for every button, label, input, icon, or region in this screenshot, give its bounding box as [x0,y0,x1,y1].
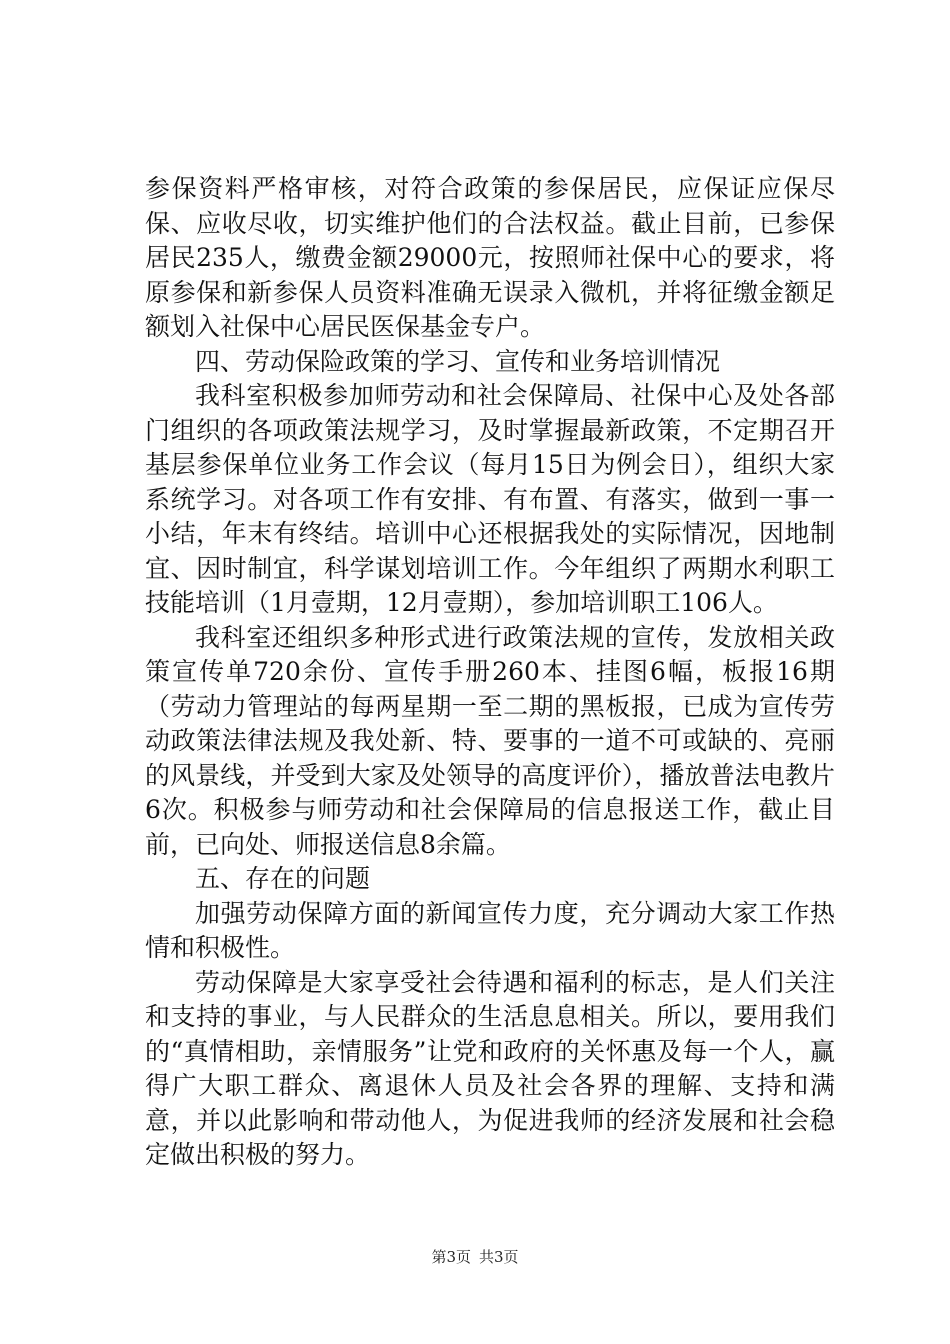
section-heading-problems: 五、存在的问题 [195,864,371,893]
section-heading-policy-training: 四、劳动保险政策的学习、宣传和业务培训情况 [195,346,721,376]
paragraph-enrollment-summary: 参保资料严格审核，对符合政策的参保居民，应保证应保尽保、应收尽收，切实维护他们的合法权益。截止目前，已参保居民235人，缴费金额29000元，按照师社保中心的要求，将原参保和新参保人员资料准确无误录入微机，并将征缴金额足额划入社保中心居民医保基金专户。 [145,174,835,341]
paragraph-conclusion: 劳动保障是大家享受社会待遇和福利的标志，是人们关注和支持的事业，与人民群众的生活息息相关。所以，要用我们的“真情相助，亲情服务”让党和政府的关怀惠及每一个人，赢得广大职工群众、离退休人员及社会各界的理解、支持和满意，并以此影响和带动他人，为促进我师的经济发展和社会稳定做出积极的努力。 [145,967,835,1169]
document-body [145,172,835,1173]
paragraph-news-publicity: 加强劳动保障方面的新闻宣传力度，充分调动大家工作热情和积极性。 [145,898,835,962]
page-footer [0,1247,950,1267]
page-total: 共3页 [479,1248,519,1266]
paragraph-policy-publicity: 我科室还组织多种形式进行政策法规的宣传，发放相关政策宣传单720余份、宣传手册260本、挂图6幅，板报16期（劳动力管理站的每两星期一至二期的黑板报，已成为宣传劳动政策法律法规及我处新、特、要事的一道不可或缺的、亮丽的风景线，并受到大家及处领导的高度评价），播放普法电教片6次。积极参与师劳动和社会保障局的信息报送工作，截止目前，已向处、师报送信息8余篇。 [145,622,835,859]
page-number: 第3页 [431,1248,471,1266]
paragraph-policy-study: 我科室积极参加师劳动和社会保障局、社保中心及处各部门组织的各项政策法规学习，及时掌握最新政策，不定期召开基层参保单位业务工作会议（每月15日为例会日），组织大家系统学习。对各项工作有安排、有布置、有落实，做到一事一小结，年末有终结。培训中心还根据我处的实际情况，因地制宜、因时制宜，科学谋划培训工作。今年组织了两期水利职工技能培训（1月壹期，12月壹期），参加培训职工106人。 [145,381,835,617]
